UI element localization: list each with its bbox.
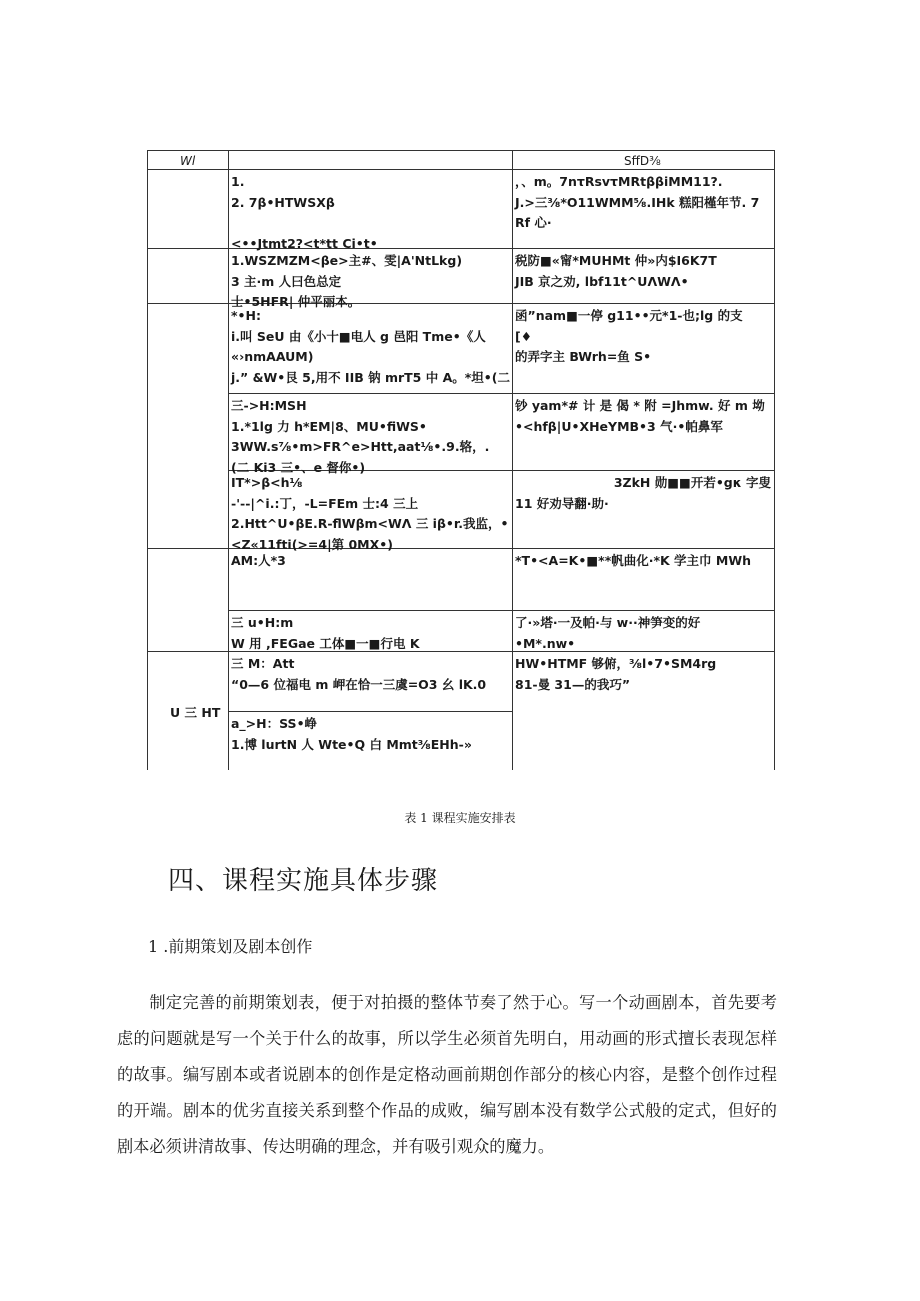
table-row-0-right: ，、m。7nτRsvτMRtββiMM11?. J.>三⅜*O11WMM⅝.IHk 糕阳槿年节. 7 Rf 心· [515, 174, 760, 230]
subsection-title: 1 .前期策划及剧本创作 [148, 937, 313, 956]
table-row-2-right: 函”nam■一停 g11••元*1-也;lg 的支 [♦ 的弄字主 BWrh=鱼 S• [515, 308, 743, 364]
table-row-4-mid: IT*>β<h⅛ -'--|^i.:丁，-L=FEm 士:4 三上 2.Htt^U•βE.R-flWβm<WΛ 三 iβ•r.我监，• <Z«11fti(>=4|第 0MX•) [231, 475, 509, 552]
table-row-1-right: 税防■«甯*MUHMt 仲»内$I6K7T JIB 京之劝, lbf11t^UΛWΛ• [515, 253, 717, 289]
table-row-7-mid: 三 M：Att “0—6 位福电 m 岬在恰一三虞=O3 幺 lK.0 [231, 656, 487, 692]
table-row-8-mid: a_>H：SS•峥 1.博 lurtN 人 Wte•Q 白 Mmt⅜EHh-» [231, 716, 472, 752]
table-row-3-mid: 三->H:MSH 1.*1lg 力 h*EM|8、MU•fiWS• 3WW.s⅞•m>FR^e>Htt,aat⅛•.9.辂，. (二 Ki3 三•、e 督你•) [231, 398, 490, 475]
table-caption: 表 1 课程实施安排表 [404, 811, 516, 825]
table-row-6-right: 了·»塔·一及帕·与 w··神笋变的好 •M*.nw• [515, 615, 701, 651]
table-row-7-right: HW•HTMF 够俯，⅜l•7•SM4rg 81-曼 31—的我巧” [515, 656, 717, 692]
table-row-5-right: *T•<A=K•■**帆曲化·*K 学主巾 MWh [515, 553, 752, 568]
table-row-0-mid: 1. 2. 7β•HTWSXβ <••Jtmt2?<t*tt Ci•t• [231, 174, 378, 251]
table-row-6-mid: 三 u•H:m W 用 ,FEGae 工体■一■行电 K [231, 615, 420, 651]
table-row-3-right: 钞 yam*# 计 是 偈 * 附 =Jhmw. 好 m 坳 •<hfβ|U•XHeYMB•3 气·•帕鼻军 [515, 398, 765, 434]
table-row-4-right: 3ZkH 勋■■开若•gκ 字叟 11 好劝导翻·助· [515, 475, 771, 511]
table-row-2-mid: *•H: i.叫 SeU 由《小十■电人 g 邑阳 Tme•《人 «›nmAAUM) j.” &W•艮 5,用不 IIB 钠 mrT5 中 A。*坦•(二 [231, 308, 510, 385]
table-row-5-mid: AM:人*3 [231, 553, 286, 568]
table-row-7-left: U 三 HT [170, 705, 221, 720]
body-paragraph: 制定完善的前期策划表，便于对拍摄的整体节奏了然于心。写一个动画剧本，首先要考虑的问题就是写一个关于什么的故事，所以学生必须首先明白，用动画的形式擅长表现怎样的故事。编写剧本或者说剧本的创作是定格动画前期创作部分的核心内容，是整个创作过程的开端。剧本的优劣直接关系到整个作品的成败，编写剧本没有数学公式般的定式，但好的剧本必须讲清故事、传达明确的理念，并有吸引观众的魔力。 [117, 993, 777, 1156]
section-title: 四、课程实施具体步骤 [168, 866, 439, 896]
table-header-col1: Wl [180, 154, 196, 168]
table-row-1-mid: 1.WSZMZM<βe>主#、雯|A'NtLkg) 3 主·m 人曰色总定 士•5HFR| 仲平丽本。 [231, 253, 463, 309]
table-header-col3: SffD⅜ [624, 154, 661, 168]
